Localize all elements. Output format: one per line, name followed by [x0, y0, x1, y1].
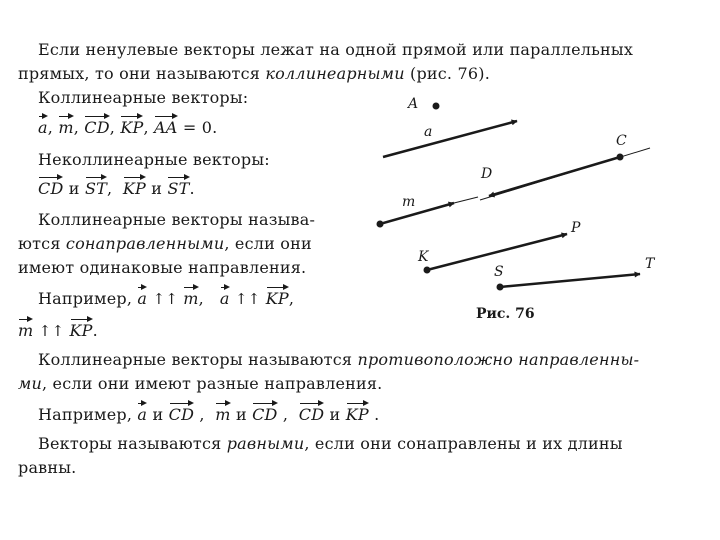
conjunction: и: [68, 179, 80, 198]
vector-m-segment: [380, 203, 454, 224]
codir-example-cont: m ↑↑ KP.: [18, 317, 98, 341]
figure-caption: Рис. 76: [476, 306, 535, 322]
conjunction: и: [235, 405, 247, 424]
vector-KP: KP: [123, 175, 146, 199]
line-m-extension: [454, 197, 478, 203]
label-K: K: [418, 249, 429, 265]
conjunction: и: [152, 405, 164, 424]
text-segment: прямых, то они называются: [18, 64, 266, 83]
codirectional-symbol: ↑↑: [38, 322, 65, 340]
vector-CD-segment: [489, 157, 620, 196]
point-C: [617, 154, 624, 161]
label-D: D: [481, 166, 493, 182]
vector-KP: KP: [266, 285, 289, 309]
noncollinear-list: CD и ST, KP и ST.: [38, 175, 195, 199]
term-equal: равными: [226, 434, 305, 453]
vector-CD: CD: [299, 401, 324, 425]
collinear-heading: Коллинеарные векторы:: [38, 88, 249, 107]
point-A: [433, 103, 440, 110]
label-C: C: [616, 133, 627, 149]
vector-m: m: [215, 401, 230, 425]
point-K: [424, 267, 431, 274]
vector-CD: CD: [84, 114, 109, 138]
vector-a: a: [137, 401, 147, 425]
term-codirectional: сонаправленными: [65, 234, 225, 253]
vector-CD: CD: [38, 175, 63, 199]
text-line: ются сонаправленными, если они: [18, 234, 312, 253]
text-line: ми, если они имеют разные направления.: [18, 374, 383, 393]
label-a: a: [424, 124, 433, 140]
opposite-example: Например, a и CD , m и CD , CD и KP .: [38, 401, 379, 425]
vector-ST: ST: [85, 175, 107, 199]
label-P: P: [571, 220, 581, 236]
text-line: Коллинеарные векторы называ-: [38, 210, 316, 229]
vector-m: m: [58, 114, 73, 138]
codirectional-symbol: ↑↑: [234, 290, 261, 308]
text-line: Векторы называются равными, если они сонаправлены и их длины: [38, 434, 623, 453]
vector-a: a: [38, 114, 48, 138]
noncollinear-heading: Неколлинеарные векторы:: [38, 150, 270, 169]
zero-vector-text: = 0.: [182, 118, 218, 137]
text-line: равны.: [18, 458, 77, 477]
vector-AA: AA: [154, 114, 178, 138]
text-segment: (рис. 76).: [404, 64, 490, 83]
vector-KP: KP: [70, 317, 93, 341]
vector-ST: ST: [167, 175, 189, 199]
conjunction: и: [329, 405, 341, 424]
vector-CD: CD: [169, 401, 194, 425]
vector-a: a: [137, 285, 147, 309]
conjunction: и: [151, 179, 163, 198]
text-line: Коллинеарные векторы называются противоположно направленны-: [38, 350, 640, 369]
vector-CD: CD: [252, 401, 277, 425]
codirectional-symbol: ↑↑: [152, 290, 178, 308]
vector-m: m: [183, 285, 198, 309]
collinear-list: a, m, CD, KP, AA = 0.: [38, 114, 217, 138]
label-m: m: [402, 194, 416, 210]
vector-KP: KP: [120, 114, 143, 138]
term-collinear: коллинеарными: [265, 64, 405, 83]
point-S: [497, 284, 504, 291]
label-S: S: [494, 264, 504, 280]
label-A: A: [408, 96, 419, 112]
vector-m: m: [18, 317, 33, 341]
codir-example: Например, a ↑↑ m, a ↑↑ KP,: [38, 285, 294, 309]
vector-a-segment: [383, 121, 517, 157]
label-T: T: [645, 256, 655, 272]
term-opposite-cont: ми: [18, 374, 42, 393]
vector-KP: KP: [346, 401, 369, 425]
text-segment: Если ненулевые векторы лежат на одной прямой или параллельных: [38, 40, 634, 59]
point-m-start: [377, 221, 384, 228]
text-line: имеют одинаковые направления.: [18, 258, 307, 277]
vector-a: a: [220, 285, 230, 309]
vector-ST-segment: [500, 274, 640, 287]
term-opposite: противоположно направленны-: [357, 350, 640, 369]
